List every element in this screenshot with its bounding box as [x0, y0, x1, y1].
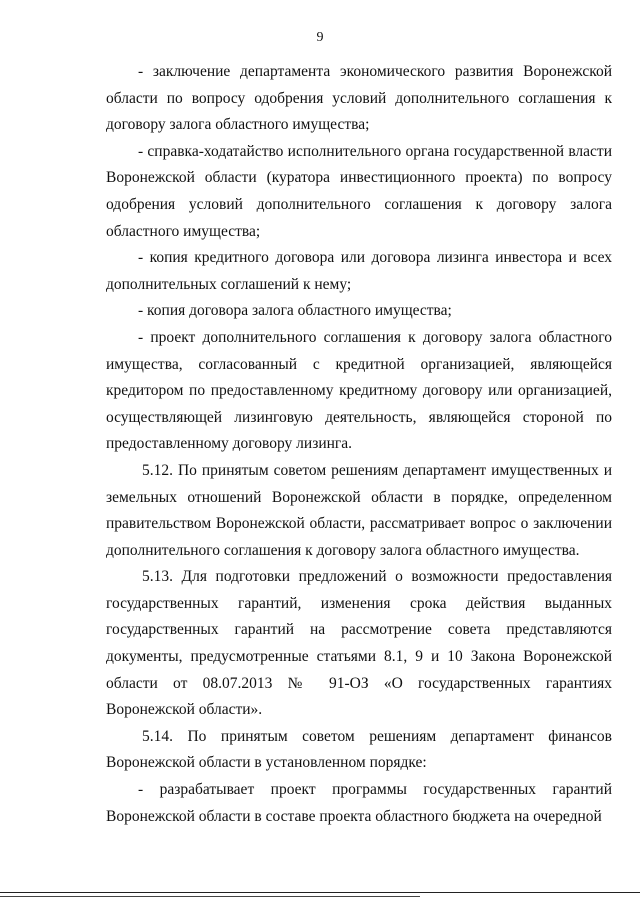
- paragraph-5-12: 5.12. По принятым советом решениям департамент имущественных и земельных отношений Воронежской области в порядке, определенном правительством Воронежской области, рассматривает вопрос о заключении дополнительного соглашения к договору залога областного имущества.: [106, 461, 612, 559]
- page-number: 9: [316, 30, 324, 45]
- paragraph-draft-agreement: - проект дополнительного соглашения к договору залога областного имущества, согласованный с кредитной организацией, являющейся кредитором по предоставленному кредитному договору или организацией, осуществляющей лизинговую деятельность, являющейся стороной по предоставленному договору лизинга.: [106, 328, 612, 453]
- paragraph-credit-contract-copy: - копия кредитного договора или договора лизинга инвестора и всех дополнительных соглашений к нему;: [106, 249, 612, 293]
- footer-divider-secondary: [0, 896, 420, 897]
- paragraph-economic-conclusion: - заключение департамента экономического развития Воронежской области по вопросу одобрения условий дополнительного соглашения к договору залога областного имущества;: [106, 63, 612, 134]
- paragraph-pledge-contract-copy: - копия договора залога областного имущества;: [138, 302, 452, 320]
- paragraph-5-13: 5.13. Для подготовки предложений о возможности предоставления государственных гарантий, изменения срока действия выданных государственных гарантий на рассмотрение совета представляются документы, предусмотренные статьями 8.1, 9 и 10 Закона Воронежской области от 08.07.2013 № 91-ОЗ «О государственных гарантиях Воронежской области».: [106, 568, 612, 719]
- document-body: [106, 59, 612, 830]
- footer-divider: [0, 892, 640, 893]
- paragraph-5-14: 5.14. По принятым советом решениям департамент финансов Воронежской области в установленном порядке:: [106, 727, 612, 772]
- paragraph-guarantee-program: - разрабатывает проект программы государственных гарантий Воронежской области в составе проекта областного бюджета на очередной: [106, 781, 612, 825]
- paragraph-petition-certificate: - справка-ходатайство исполнительного органа государственной власти Воронежской области (куратора инвестиционного проекта) по вопросу одобрения условий дополнительного соглашения к договору залога областного имущества;: [106, 142, 612, 240]
